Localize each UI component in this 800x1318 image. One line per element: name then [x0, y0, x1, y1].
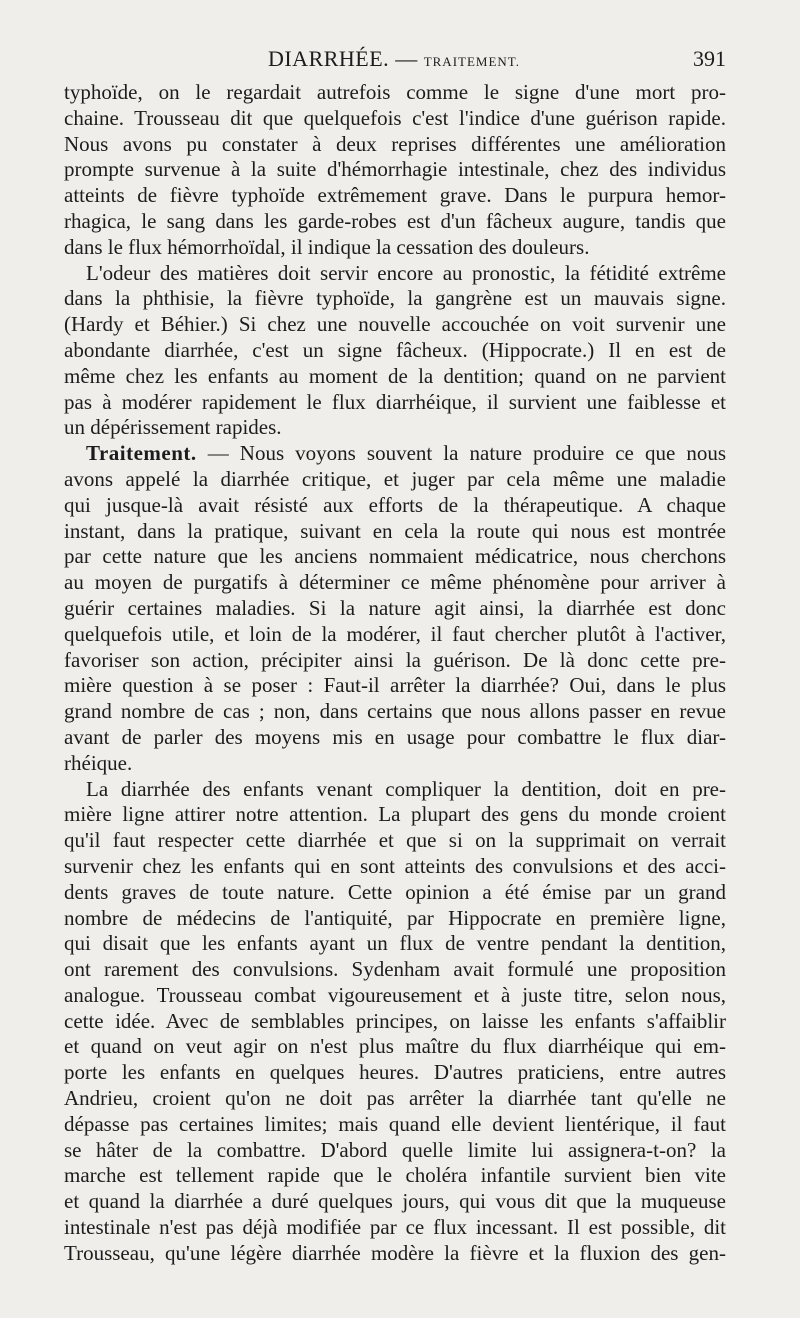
text-line: guérir certaines maladies. Si la nature agit ainsi, la diarrhée est donc	[64, 595, 726, 620]
text-line: et quand la diarrhée a duré quelques jours, qui vous dit que la muqueuse	[64, 1189, 726, 1214]
running-head	[62, 46, 726, 72]
body-text	[64, 80, 726, 1267]
text-line: abondante diarrhée, c'est un signe fâcheux. (Hippocrate.) Il en est de	[64, 337, 726, 362]
text-line: typhoïde, on le regardait autrefois comme le signe d'une mort pro-	[64, 80, 726, 104]
header-separator: —	[395, 46, 418, 71]
text-line: intestinale n'est pas déjà modifiée par ce flux incessant. Il est possible, dit	[64, 1215, 726, 1240]
text-line: qu'il faut respecter cette diarrhée et que si on la supprimait on verrait	[64, 828, 726, 853]
text-line: atteints de fièvre typhoïde extrêmement grave. Dans le purpura hemor-	[64, 183, 726, 208]
text-line: L'odeur des matières doit servir encore au pronostic, la fétidité extrême	[86, 260, 726, 285]
chapter-title: DIARRHÉE.	[267, 46, 390, 71]
text-line: avons appelé la diarrhée critique, et juger par cela même une maladie	[64, 466, 726, 491]
text-line: cette idée. Avec de semblables principes, on laisse les enfants s'affaiblir	[64, 1008, 726, 1033]
text-line: dans le flux hémorrhoïdal, il indique la cessation des douleurs.	[64, 234, 590, 259]
section-heading: Traitement.	[86, 441, 197, 466]
text-line: mière question à se poser : Faut-il arrêter la diarrhée? Oui, dans le plus	[64, 673, 726, 698]
text-line: chaine. Trousseau dit que quelquefois c'est l'indice d'une guérison rapide.	[64, 105, 726, 130]
text-line: qui jusque-là avait résisté aux efforts de la thérapeutique. A chaque	[64, 492, 726, 517]
text-line: dans la phthisie, la fièvre typhoïde, la gangrène est un mauvais signe.	[64, 286, 726, 311]
text-line: dents graves de toute nature. Cette opinion a été émise par un grand	[64, 879, 726, 904]
text-line: Andrieu, croient qu'on ne doit pas arrêter la diarrhée tant qu'elle ne	[64, 1086, 726, 1111]
text-line: nombre de médecins de l'antiquité, par Hippocrate en première ligne,	[64, 905, 726, 930]
text-line: un dépérissement rapides.	[64, 415, 282, 440]
text-line: rhagica, le sang dans les garde-robes est d'un fâcheux augure, tandis que	[64, 208, 726, 233]
text-line: favoriser son action, précipiter ainsi la guérison. De là donc cette pre-	[64, 647, 726, 672]
text-line: au moyen de purgatifs à déterminer ce même phénomène pour arriver à	[64, 570, 726, 595]
page-header	[62, 46, 726, 74]
text-line: dépasse pas certaines limites; mais quand elle devient lientérique, il faut	[64, 1111, 726, 1136]
text-line: grand nombre de cas ; non, dans certains que nous allons passer en revue	[64, 699, 726, 724]
text-line: se hâter de la combattre. D'abord quelle limite lui assignera-t-on? la	[64, 1137, 726, 1162]
text-line: rhéique.	[64, 750, 133, 775]
section-title: TRAITEMENT.	[423, 54, 521, 69]
text-line: qui disait que les enfants ayant un flux de ventre pendant la dentition,	[64, 931, 726, 956]
text-line	[64, 441, 726, 467]
text-line: survenir chez les enfants qui en sont atteints des convulsions et des acci-	[64, 853, 726, 878]
text-line: ont rarement des convulsions. Sydenham avait formulé une proposition	[64, 957, 726, 982]
text-line: Nous avons pu constater à deux reprises différentes une amélioration	[64, 131, 726, 156]
text-line: Trousseau, qu'une légère diarrhée modère la fièvre et la fluxion des gen-	[64, 1240, 726, 1265]
text-line-rest: — Nous voyons souvent la nature produire ce que nous	[207, 441, 726, 466]
text-line: La diarrhée des enfants venant compliquer la dentition, doit en pre-	[86, 776, 726, 801]
text-line: porte les enfants en quelques heures. D'autres praticiens, entre autres	[64, 1060, 726, 1085]
text-line: et quand on veut agir on n'est plus maître du flux diarrhéique qui em-	[64, 1034, 726, 1059]
text-line: pas à modérer rapidement le flux diarrhéique, il survient une faiblesse et	[64, 389, 726, 414]
text-line: même chez les enfants au moment de la dentition; quand on ne parvient	[64, 363, 726, 388]
text-line: prompte survenue à la suite d'hémorrhagie intestinale, chez des individus	[64, 157, 726, 182]
text-line: quelquefois utile, et loin de la modérer, il faut chercher plutôt à l'activer,	[64, 621, 726, 646]
text-line: analogue. Trousseau combat vigoureusement et à juste titre, selon nous,	[64, 982, 726, 1007]
text-line: par cette nature que les anciens nommaient médicatrice, nous cherchons	[64, 544, 726, 569]
text-line: (Hardy et Béhier.) Si chez une nouvelle accouchée on voit survenir une	[64, 312, 726, 337]
text-line: instant, dans la pratique, suivant en cela la route qui nous est montrée	[64, 518, 726, 543]
text-line: avant de parler des moyens mis en usage pour combattre le flux diar-	[64, 724, 726, 749]
text-line: mière ligne attirer notre attention. La plupart des gens du monde croient	[64, 802, 726, 827]
text-line: marche est tellement rapide que le choléra infantile survient bien vite	[64, 1163, 726, 1188]
page-number: 391	[693, 46, 726, 71]
